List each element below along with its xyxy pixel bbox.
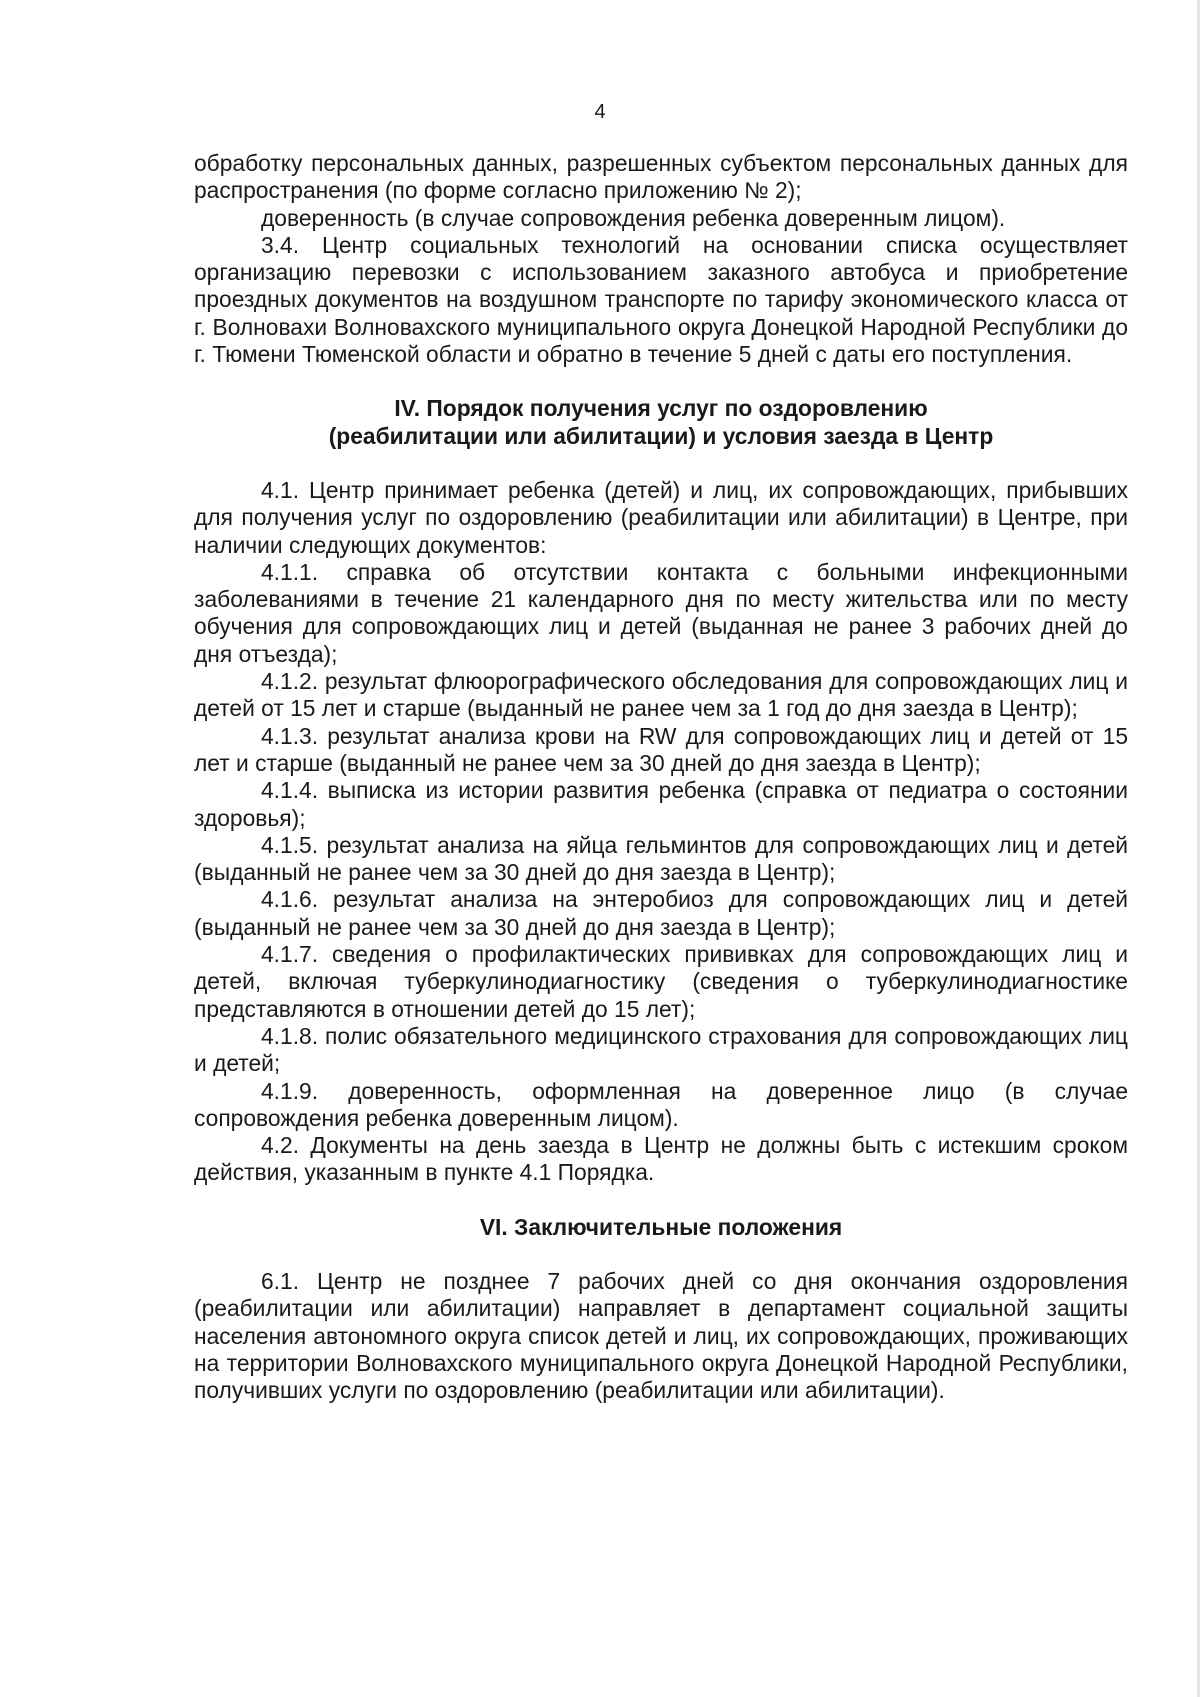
paragraph-3-4: 3.4. Центр социальных технологий на основании списка осуществляет организацию перевозки с использованием заказного автобуса и приобретение проездных документов на воздушном транспорте по тарифу экономического класса от г. Волновахи Волновахского муниципального округа Донецкой Народной Республики до г. Тюмени Тюменской области и обратно в течение 5 дней с даты его поступления. <box>194 231 1128 368</box>
paragraph-4-1-6: 4.1.6. результат анализа на энтеробиоз для сопровождающих лиц и детей (выданный не ранее чем за 30 дней до дня заезда в Центр); <box>194 886 1128 940</box>
paragraph-4-1-7: 4.1.7. сведения о профилактических прививках для сопровождающих лиц и детей, включая туберкулинодиагностику (сведения о туберкулинодиагностике представляются в отношении детей до 15 лет); <box>194 941 1128 1022</box>
paragraph-4-2: 4.2. Документы на день заезда в Центр не должны быть с истекшим сроком действия, указанным в пункте 4.1 Порядка. <box>194 1132 1128 1186</box>
document-body <box>194 150 1128 1404</box>
paragraph-4-1-9: 4.1.9. доверенность, оформленная на доверенное лицо (в случае сопровождения ребенка доверенным лицом). <box>194 1077 1128 1131</box>
spacer <box>194 1187 1128 1214</box>
section-4-heading-line-1: IV. Порядок получения услуг по оздоровлению <box>394 395 928 422</box>
paragraph-4-1-4: 4.1.4. выписка из истории развития ребенка (справка от педиатра о состоянии здоровья); <box>194 777 1128 831</box>
page-number: 4 <box>594 101 606 123</box>
paragraph-4-1-1: 4.1.1. справка об отсутствии контакта с больными инфекционными заболеваниями в течение 21 календарного дня по месту жительства или по месту обучения для сопровождающих лиц и детей (выданная не ранее 3 рабочих дней до дня отъезда); <box>194 558 1128 667</box>
paragraph-power-of-attorney: доверенность (в случае сопровождения ребенка доверенным лицом). <box>261 204 1006 231</box>
spacer <box>194 368 1128 395</box>
section-4-heading <box>194 395 1128 450</box>
paragraph-4-1-8: 4.1.8. полис обязательного медицинского страхования для сопровождающих лиц и детей; <box>194 1022 1128 1077</box>
paragraph-6-1: 6.1. Центр не позднее 7 рабочих дней со дня окончания оздоровления (реабилитации или абилитации) направляет в департамент социальной защиты населения автономного округа список детей и лиц, их сопровождающих, проживающих на территории Волновахского муниципального округа Донецкой Народной Республики, получивших услуги по оздоровлению (реабилитации или абилитации). <box>194 1267 1128 1404</box>
section-4-heading-line-2: (реабилитации или абилитации) и условия заезда в Центр <box>328 422 994 449</box>
paragraph-consent-distribution: обработку персональных данных, разрешенных субъектом персональных данных для распространения (по форме согласно приложению № 2); <box>194 150 1128 204</box>
spacer <box>194 1241 1128 1268</box>
paragraph-4-1-2: 4.1.2. результат флюорографического обследования для сопровождающих лиц и детей от 15 лет и старше (выданный не ранее чем за 1 год до дня заезда в Центр); <box>194 668 1128 722</box>
paragraph-4-1-5: 4.1.5. результат анализа на яйца гельминтов для сопровождающих лиц и детей (выданный не ранее чем за 30 дней до дня заезда в Центр); <box>194 831 1128 886</box>
paragraph-4-1-3: 4.1.3. результат анализа крови на RW для сопровождающих лиц и детей от 15 лет и старше (выданный не ранее чем за 30 дней до дня заезда в Центр); <box>194 722 1128 776</box>
paragraph-4-1: 4.1. Центр принимает ребенка (детей) и лиц, их сопровождающих, прибывших для получения услуг по оздоровлению (реабилитации или абилитации) в Центре, при наличии следующих документов: <box>194 476 1128 558</box>
spacer <box>194 450 1128 477</box>
section-6-heading: VI. Заключительные положения <box>479 1213 843 1240</box>
